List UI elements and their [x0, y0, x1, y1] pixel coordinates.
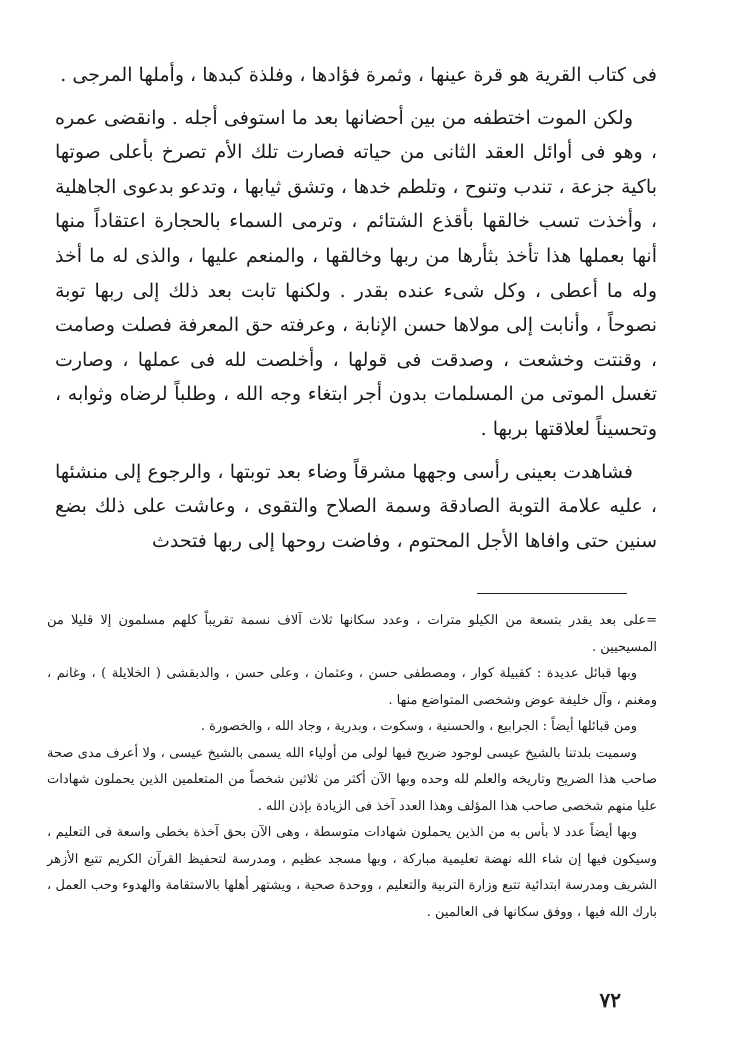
footnote-1: =على بعد يقدر بتسعة من الكيلو مترات ، وعدد سكانها ثلاث آلاف نسمة تقريباً كلهم مسلمون إلا قليلا من المسيحيين . [47, 613, 657, 655]
paragraph-2: ولكن الموت اختطفه من بين أحضانها بعد ما استوفى أجله . وانقضى عمره ، وهو فى أوائل العقد الثانى من حياته فصارت تلك الأم تصرخ بأعلى صوتها باكية جزعة ، تندب وتنوح ، وتلطم خدها ، وتشق ثيابها ، وتدعو بدعوى الجاهلية ، وأخذت تسب خالقها بأقذع الشتائم ، وترمى السماء بالحجارة اعتقاداً منها أنها بعملها هذا تأخذ بثأرها من ربها وخالقها ، والمنعم عليها ، والذى له ما أخذ وله ما أعطى ، وكل شىء عنده بقدر . ولكنها تابت بعد ذلك إلى ربها توبة نصوحاً ، وأنابت إلى مولاها حسن الإنابة ، وعرفته حق المعرفة فصلت وصامت ، وقنتت وخشعت ، وصدقت فى قولها ، وأخلصت لله فى عملها ، وصارت تغسل الموتى من المسلمات بدون أجر ابتغاء وجه الله ، وطلباً لرضاه وثوابه ، وتحسيناً لعلاقتها بربها . [55, 106, 657, 440]
footnote-5: وبها أيضاً عدد لا بأس به من الذين يحملون شهادات متوسطة ، وهى الآن بحق آخذة بخطى واسعة فى التعليم ، وسيكون فيها إن شاء الله نهضة تعليمية مباركة ، وبها مسجد عظيم ، ومدرسة لتحفيظ القرآن الكريم تتبع الأزهر الشريف ومدرسة ابتدائية تتبع وزارة التربية والتعليم ، ووحدة صحية ، ويشتهر أهلها بالاستقامة والهدوء وحب العمل ، بارك الله فيها ، ووفق سكانها فى العالمين . [47, 825, 657, 920]
paragraph-1: فى كتاب القرية هو قرة عينها ، وثمرة فؤادها ، وفلذة كبدها ، وأملها المرجى . [60, 64, 657, 86]
paragraph-3: فشاهدت بعينى رأسى وجهها مشرقاً وضاء بعد توبتها ، والرجوع إلى منشئها ، عليه علامة التوبة الصادقة وسمة الصلاح والتقوى ، وعاشت على ذلك بضع سنين حتى وافاها الأجل المحتوم ، وفاضت روحها إلى ربها فتحدث [55, 460, 657, 552]
footnote-separator [477, 593, 627, 594]
footnotes-section [47, 608, 657, 926]
main-text-body [55, 58, 657, 566]
page-number: ٧٢ [599, 988, 621, 1012]
footnote-2: وبها قبائل عديدة : كقبيلة كوار ، ومصطفى حسن ، وعثمان ، وعلى حسن ، والدبقشى ( الخلايلة ) ، وغانم ، ومغنم ، وآل خليفة عوض وشخصى المتواضع منها . [47, 666, 657, 708]
footnote-3: ومن قبائلها أيضاً : الجرابيع ، والحسنية ، وسكوت ، وبدرية ، وجاد الله ، والخصورة . [200, 719, 637, 734]
footnote-4: وسميت بلدتنا بالشيخ عيسى لوجود ضريح فيها لولى من أولياء الله يسمى بالشيخ عيسى ، ولا أعرف مدى صحة صاحب هذا الضريح وتاريخه والعلم لله وحده وبها الآن أكثر من ثلاثين شخصاً من المتعلمين الذين يحملون شهادات عليا منهم شخصى صاحب هذا المؤلف وهذا العدد آخذ فى الزيادة بإذن الله . [47, 745, 657, 814]
